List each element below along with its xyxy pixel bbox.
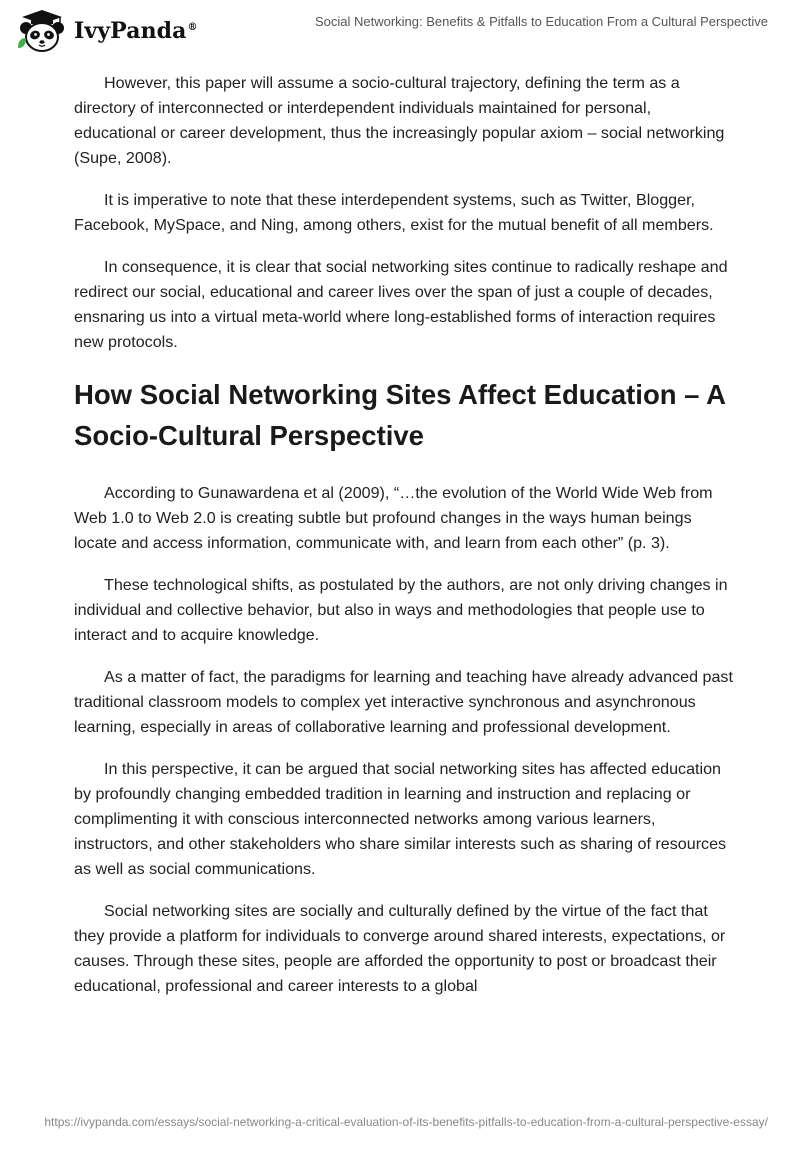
ivypanda-logo[interactable] [14, 8, 198, 54]
paragraph: According to Gunawardena et al (2009), “…the evolution of the World Wide Web from Web 1.0 to Web 2.0 is creating subtle but profound changes in the ways human beings locate and access information, communicate with, and learn from each other” (p. 3). [74, 484, 713, 552]
paragraph: However, this paper will assume a socio-cultural trajectory, defining the term as a directory of interconnected or interdependent individuals maintained for personal, educational or career development, thus the increasingly popular axiom – social networking (Supe, 2008). [74, 74, 725, 167]
page-header [0, 0, 800, 64]
paragraph: These technological shifts, as postulated by the authors, are not only driving changes in individual and collective behavior, but also in ways and methodologies that people use to interact and to acquire knowledge. [74, 576, 728, 644]
section-heading: How Social Networking Sites Affect Education – A Socio-Cultural Perspective [74, 379, 725, 451]
paragraph: In consequence, it is clear that social networking sites continue to radically reshape and redirect our social, educational and career lives over the span of just a couple of decades, ensnaring us into a virtual meta-world where long-established forms of interaction requires new protocols. [74, 258, 728, 351]
brand-name: IvyPanda® [74, 18, 198, 44]
paragraph: Social networking sites are socially and culturally defined by the virtue of the fact that they provide a platform for individuals to converge around shared interests, expectations, or causes. Through these sites, people are afforded the opportunity to post or broadcast their educational, professional and career interests to a global [74, 902, 726, 995]
paragraph: In this perspective, it can be argued that social networking sites has affected education by profoundly changing embedded tradition in learning and instruction and replacing or complimenting it with conscious interconnected networks among various learners, instructors, and other stakeholders who share similar interests such as sharing of resources as well as social communications. [74, 760, 727, 878]
paragraph: As a matter of fact, the paradigms for learning and teaching have already advanced past traditional classroom models to complex yet interactive synchronous and asynchronous learning, especially in areas of collaborative learning and professional development. [74, 668, 733, 736]
essay-body [74, 71, 734, 1016]
document-title: Social Networking: Benefits & Pitfalls to Education From a Cultural Perspective [314, 14, 768, 29]
panda-graduate-icon [14, 8, 70, 54]
source-url-link[interactable]: https://ivypanda.com/essays/social-networking-a-critical-evaluation-of-its-benefits-pitfalls-to-education-from-a-cultural-perspective-essay/ [44, 1115, 768, 1129]
paragraph: It is imperative to note that these interdependent systems, such as Twitter, Blogger, Facebook, MySpace, and Ning, among others, exist for the mutual benefit of all members. [74, 191, 714, 234]
